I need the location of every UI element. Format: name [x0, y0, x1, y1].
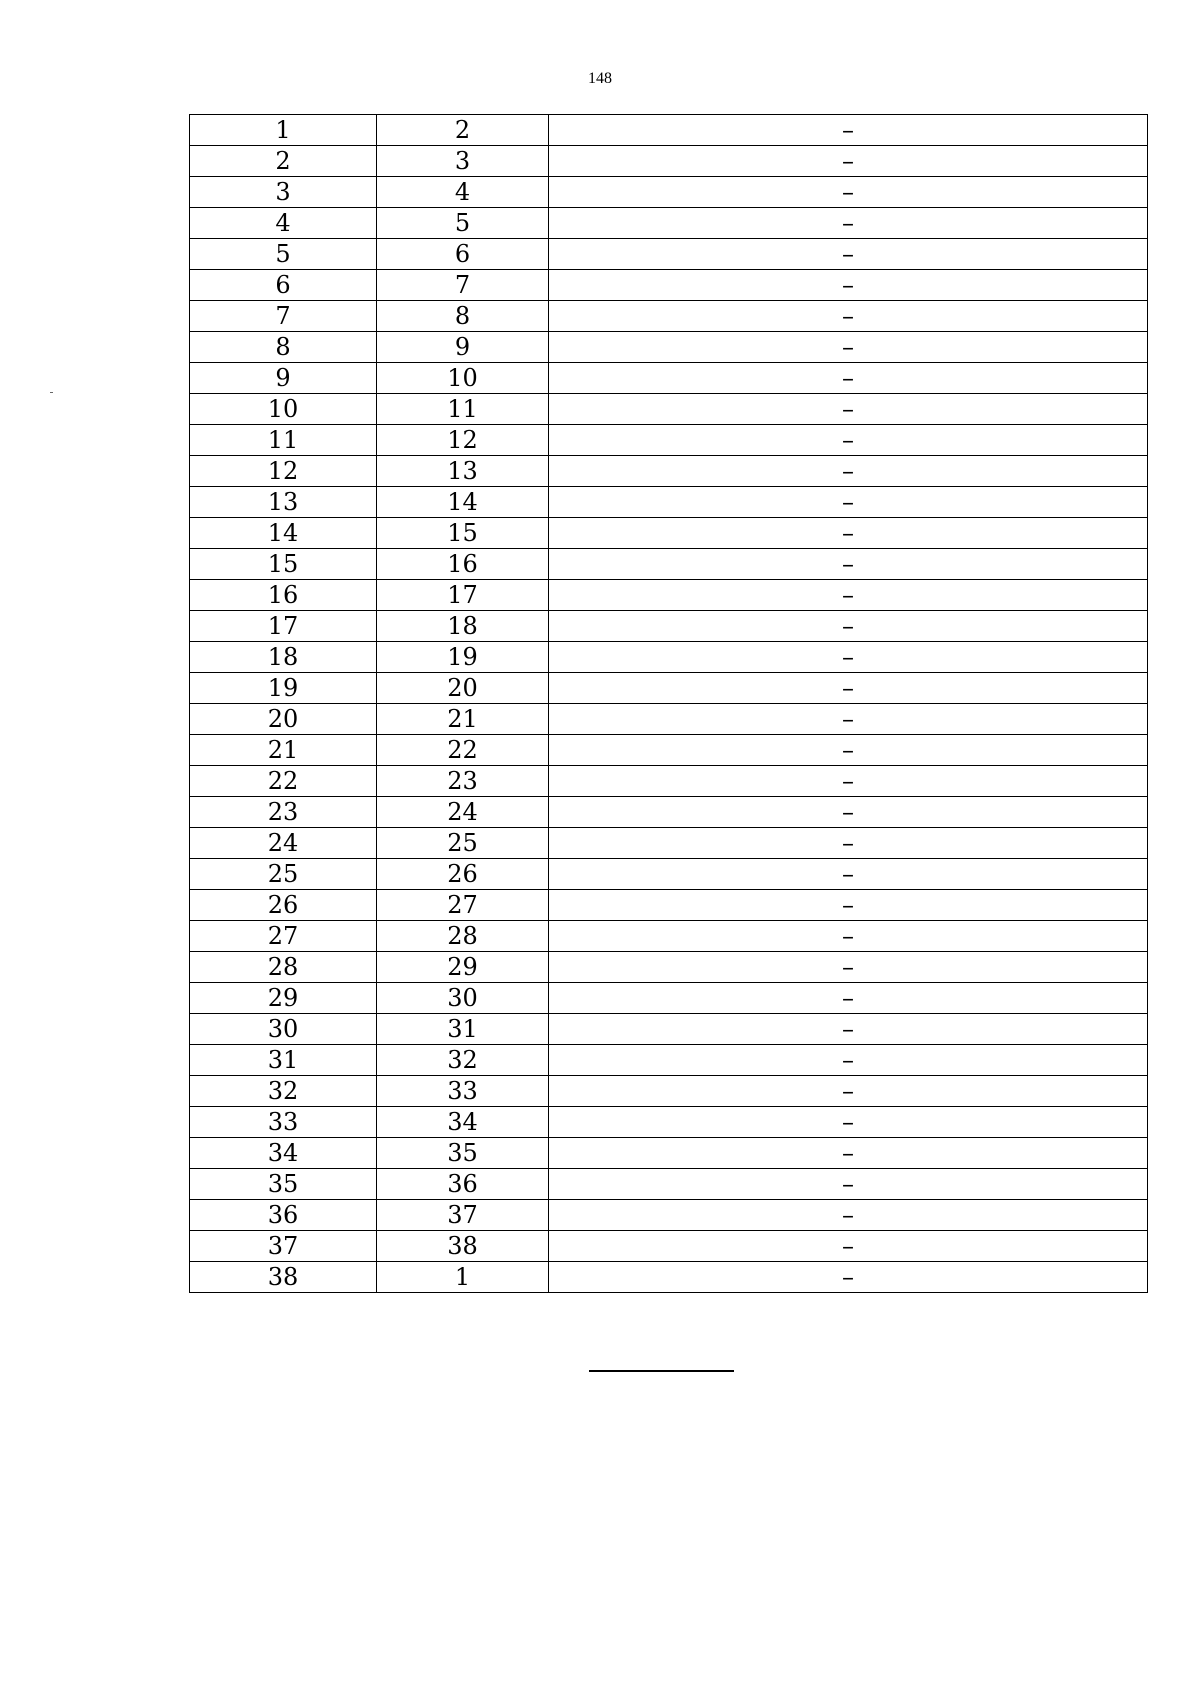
cell-from: 28	[190, 952, 377, 983]
table-row	[190, 1231, 1148, 1262]
cell-value: –	[549, 859, 1148, 890]
table-row	[190, 146, 1148, 177]
cell-to: 38	[377, 1231, 549, 1262]
cell-value: –	[549, 890, 1148, 921]
cell-value: –	[549, 611, 1148, 642]
cell-to: 5	[377, 208, 549, 239]
table-row	[190, 239, 1148, 270]
cell-from: 29	[190, 983, 377, 1014]
cell-value: –	[549, 797, 1148, 828]
cell-from: 23	[190, 797, 377, 828]
table-row	[190, 425, 1148, 456]
cell-to: 26	[377, 859, 549, 890]
cell-value: –	[549, 549, 1148, 580]
table-row	[190, 673, 1148, 704]
cell-to: 1	[377, 1262, 549, 1293]
cell-from: 12	[190, 456, 377, 487]
cell-to: 35	[377, 1138, 549, 1169]
table-row	[190, 828, 1148, 859]
cell-value: –	[549, 456, 1148, 487]
table-row	[190, 487, 1148, 518]
page-number: 148	[588, 70, 612, 87]
table-row	[190, 394, 1148, 425]
cell-to: 16	[377, 549, 549, 580]
table-row	[190, 1262, 1148, 1293]
cell-from: 33	[190, 1107, 377, 1138]
cell-to: 33	[377, 1076, 549, 1107]
cell-to: 36	[377, 1169, 549, 1200]
scan-mark	[50, 392, 53, 393]
table-row	[190, 177, 1148, 208]
cell-value: –	[549, 1045, 1148, 1076]
table-row	[190, 115, 1148, 146]
cell-value: –	[549, 177, 1148, 208]
cell-value: –	[549, 704, 1148, 735]
table-row	[190, 859, 1148, 890]
cell-from: 31	[190, 1045, 377, 1076]
cell-from: 10	[190, 394, 377, 425]
cell-value: –	[549, 952, 1148, 983]
cell-to: 13	[377, 456, 549, 487]
cell-to: 11	[377, 394, 549, 425]
cell-value: –	[549, 983, 1148, 1014]
cell-from: 8	[190, 332, 377, 363]
cell-value: –	[549, 1076, 1148, 1107]
cell-to: 19	[377, 642, 549, 673]
cell-to: 21	[377, 704, 549, 735]
cell-from: 21	[190, 735, 377, 766]
cell-value: –	[549, 735, 1148, 766]
table-row	[190, 642, 1148, 673]
cell-value: –	[549, 394, 1148, 425]
cell-value: –	[549, 1169, 1148, 1200]
table-row	[190, 735, 1148, 766]
cell-to: 2	[377, 115, 549, 146]
cell-from: 26	[190, 890, 377, 921]
cell-from: 24	[190, 828, 377, 859]
cell-to: 22	[377, 735, 549, 766]
table-row	[190, 270, 1148, 301]
table-row	[190, 549, 1148, 580]
table-row	[190, 1076, 1148, 1107]
cell-from: 4	[190, 208, 377, 239]
cell-to: 14	[377, 487, 549, 518]
cell-value: –	[549, 921, 1148, 952]
cell-from: 16	[190, 580, 377, 611]
cell-to: 31	[377, 1014, 549, 1045]
table-row	[190, 1200, 1148, 1231]
cell-from: 27	[190, 921, 377, 952]
cell-value: –	[549, 208, 1148, 239]
cell-from: 9	[190, 363, 377, 394]
cell-to: 3	[377, 146, 549, 177]
cell-value: –	[549, 115, 1148, 146]
cell-from: 32	[190, 1076, 377, 1107]
cell-value: –	[549, 580, 1148, 611]
cell-value: –	[549, 425, 1148, 456]
cell-from: 34	[190, 1138, 377, 1169]
table-row	[190, 363, 1148, 394]
cell-from: 5	[190, 239, 377, 270]
cell-from: 30	[190, 1014, 377, 1045]
cell-to: 10	[377, 363, 549, 394]
cell-from: 22	[190, 766, 377, 797]
cell-value: –	[549, 1138, 1148, 1169]
cell-value: –	[549, 332, 1148, 363]
cell-to: 12	[377, 425, 549, 456]
cell-to: 24	[377, 797, 549, 828]
end-rule	[589, 1370, 734, 1372]
cell-from: 38	[190, 1262, 377, 1293]
table-row	[190, 1138, 1148, 1169]
cell-to: 23	[377, 766, 549, 797]
cell-value: –	[549, 146, 1148, 177]
cell-value: –	[549, 487, 1148, 518]
table-row	[190, 890, 1148, 921]
cell-from: 14	[190, 518, 377, 549]
table-row	[190, 1014, 1148, 1045]
table-row	[190, 611, 1148, 642]
cell-value: –	[549, 1231, 1148, 1262]
cell-to: 15	[377, 518, 549, 549]
cell-to: 27	[377, 890, 549, 921]
cell-to: 18	[377, 611, 549, 642]
table-row	[190, 704, 1148, 735]
cell-from: 20	[190, 704, 377, 735]
cell-from: 19	[190, 673, 377, 704]
cell-from: 35	[190, 1169, 377, 1200]
cell-value: –	[549, 518, 1148, 549]
cell-from: 36	[190, 1200, 377, 1231]
cell-to: 37	[377, 1200, 549, 1231]
cell-to: 34	[377, 1107, 549, 1138]
cell-from: 25	[190, 859, 377, 890]
table-row	[190, 456, 1148, 487]
table-row	[190, 301, 1148, 332]
cell-to: 7	[377, 270, 549, 301]
cell-to: 4	[377, 177, 549, 208]
table-row	[190, 1045, 1148, 1076]
cell-to: 25	[377, 828, 549, 859]
table-row	[190, 1107, 1148, 1138]
cell-value: –	[549, 1014, 1148, 1045]
cell-value: –	[549, 673, 1148, 704]
data-table	[189, 114, 1148, 1293]
cell-to: 9	[377, 332, 549, 363]
table-row	[190, 797, 1148, 828]
cell-from: 3	[190, 177, 377, 208]
table-row	[190, 921, 1148, 952]
cell-value: –	[549, 301, 1148, 332]
cell-to: 32	[377, 1045, 549, 1076]
cell-from: 11	[190, 425, 377, 456]
table-body	[190, 115, 1148, 1293]
cell-to: 17	[377, 580, 549, 611]
cell-value: –	[549, 239, 1148, 270]
table-row	[190, 580, 1148, 611]
cell-to: 28	[377, 921, 549, 952]
table-row	[190, 208, 1148, 239]
cell-to: 30	[377, 983, 549, 1014]
cell-value: –	[549, 766, 1148, 797]
cell-value: –	[549, 270, 1148, 301]
cell-from: 37	[190, 1231, 377, 1262]
cell-from: 18	[190, 642, 377, 673]
cell-to: 20	[377, 673, 549, 704]
cell-from: 7	[190, 301, 377, 332]
table-row	[190, 983, 1148, 1014]
cell-from: 17	[190, 611, 377, 642]
cell-to: 8	[377, 301, 549, 332]
table-row	[190, 952, 1148, 983]
cell-from: 6	[190, 270, 377, 301]
cell-value: –	[549, 828, 1148, 859]
cell-from: 15	[190, 549, 377, 580]
cell-from: 13	[190, 487, 377, 518]
cell-value: –	[549, 1107, 1148, 1138]
cell-to: 6	[377, 239, 549, 270]
table-row	[190, 518, 1148, 549]
cell-from: 1	[190, 115, 377, 146]
table-row	[190, 766, 1148, 797]
table-row	[190, 1169, 1148, 1200]
cell-value: –	[549, 1262, 1148, 1293]
cell-value: –	[549, 363, 1148, 394]
cell-value: –	[549, 642, 1148, 673]
table-row	[190, 332, 1148, 363]
cell-value: –	[549, 1200, 1148, 1231]
cell-from: 2	[190, 146, 377, 177]
cell-to: 29	[377, 952, 549, 983]
